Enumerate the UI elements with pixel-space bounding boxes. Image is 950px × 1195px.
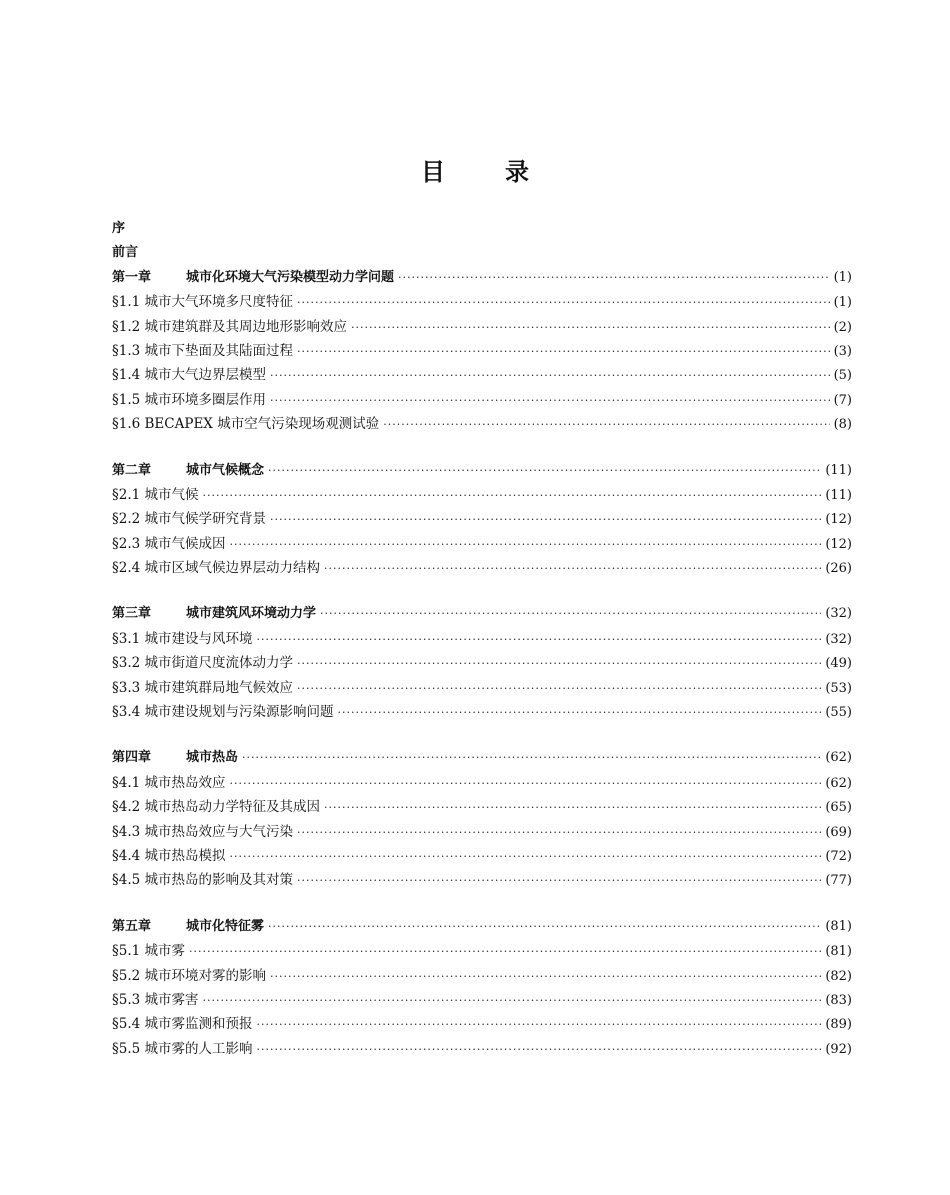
chapter-heading: [112, 746, 238, 770]
section-title: §4.1 城市热岛效应: [112, 774, 226, 791]
page-number: (2): [833, 319, 852, 335]
toc-chapter-row[interactable]: [112, 746, 852, 770]
dot-leader: [324, 796, 821, 820]
page-number: (62): [825, 750, 852, 766]
page-number: (11): [825, 462, 852, 478]
toc-section-row[interactable]: [112, 844, 852, 868]
section-title: §2.2 城市气候学研究背景: [112, 511, 267, 528]
page-number: (12): [825, 512, 852, 528]
section-title: §4.4 城市热岛模拟: [112, 847, 226, 864]
section-title: §5.2 城市环境对雾的影响: [112, 967, 267, 984]
dot-leader: [268, 459, 821, 483]
dot-leader: [257, 628, 822, 652]
toc-front-foreword[interactable]: [112, 241, 852, 265]
chapter-number: 第五章: [112, 918, 152, 934]
page-number: (53): [825, 680, 852, 696]
table-of-contents: [112, 217, 852, 1061]
toc-chapter-row[interactable]: [112, 915, 852, 939]
page-number: (12): [825, 536, 852, 552]
dot-leader: [320, 602, 821, 626]
dot-leader: [230, 772, 822, 796]
section-title: §1.5 城市环境多圈层作用: [112, 391, 267, 408]
front-label: 前言: [112, 245, 139, 261]
dot-leader: [268, 915, 821, 939]
dot-leader: [230, 845, 822, 869]
chapter-heading: [112, 602, 316, 626]
dot-leader: [189, 940, 821, 964]
section-title: §4.3 城市热岛效应与大气污染: [112, 823, 294, 840]
chapter-title: 城市气候概念: [186, 462, 265, 478]
toc-section-row[interactable]: [112, 676, 852, 700]
chapter-title: 城市热岛: [186, 750, 239, 766]
toc-section-row[interactable]: [112, 1012, 852, 1036]
page-number: (81): [825, 918, 852, 934]
page-number: (1): [833, 269, 852, 285]
chapter-spacer: [112, 437, 852, 459]
dot-leader: [297, 677, 821, 701]
toc-section-row[interactable]: [112, 939, 852, 963]
toc-front-preface[interactable]: [112, 217, 852, 241]
dot-leader: [383, 413, 829, 437]
chapter-heading: [112, 915, 264, 939]
dot-leader: [324, 557, 821, 581]
toc-section-row[interactable]: [112, 483, 852, 507]
page-number: (82): [825, 968, 852, 984]
section-title: §3.1 城市建设与风环境: [112, 630, 253, 647]
chapter-spacer: [112, 580, 852, 602]
dot-leader: [351, 316, 830, 340]
page-number: (26): [825, 561, 852, 577]
section-title: §3.4 城市建设规划与污染源影响问题: [112, 704, 334, 721]
title-char-1: 目: [421, 158, 445, 186]
page-number: (11): [825, 487, 852, 503]
chapter-number: 第二章: [112, 462, 152, 478]
toc-chapter-row[interactable]: [112, 602, 852, 626]
dot-leader: [297, 869, 821, 893]
chapter-number: 第四章: [112, 750, 152, 766]
section-title: §3.2 城市街道尺度流体动力学: [112, 655, 294, 672]
section-title: §1.4 城市大气边界层模型: [112, 367, 267, 384]
toc-section-row[interactable]: [112, 868, 852, 892]
section-title: §1.3 城市下垫面及其陆面过程: [112, 342, 294, 359]
page-number: (83): [825, 992, 852, 1008]
toc-section-row[interactable]: [112, 290, 852, 314]
toc-section-row[interactable]: [112, 532, 852, 556]
toc-section-row[interactable]: [112, 988, 852, 1012]
dot-leader: [297, 291, 830, 315]
section-title: §3.3 城市建筑群局地气候效应: [112, 679, 294, 696]
page-number: (32): [825, 606, 852, 622]
page-number: (92): [825, 1041, 852, 1057]
page-number: (32): [825, 631, 852, 647]
section-title: §5.3 城市雾害: [112, 991, 199, 1008]
chapter-number: 第三章: [112, 606, 152, 622]
dot-leader: [203, 989, 822, 1013]
chapter-heading: [112, 459, 264, 483]
toc-section-row[interactable]: [112, 412, 852, 436]
chapter-title: 城市化环境大气污染模型动力学问题: [186, 269, 395, 285]
toc-section-row[interactable]: [112, 651, 852, 675]
toc-section-row[interactable]: [112, 795, 852, 819]
page-number: (49): [825, 656, 852, 672]
toc-section-row[interactable]: [112, 315, 852, 339]
toc-section-row[interactable]: [112, 1037, 852, 1061]
chapter-heading: [112, 266, 394, 290]
page-number: (69): [825, 824, 852, 840]
dot-leader: [270, 364, 830, 388]
section-title: §4.2 城市热岛动力学特征及其成因: [112, 799, 321, 816]
page-number: (62): [825, 775, 852, 791]
toc-section-row[interactable]: [112, 627, 852, 651]
dot-leader: [270, 965, 821, 989]
toc-section-row[interactable]: [112, 700, 852, 724]
dot-leader: [242, 746, 821, 770]
page-number: (8): [833, 417, 852, 433]
page-title: [0, 152, 950, 187]
chapter-number: 第一章: [112, 269, 152, 285]
section-title: §5.1 城市雾: [112, 943, 186, 960]
dot-leader: [230, 533, 822, 557]
toc-section-row[interactable]: [112, 388, 852, 412]
toc-section-row[interactable]: [112, 339, 852, 363]
toc-section-row[interactable]: [112, 771, 852, 795]
section-title: §1.6 BECAPEX 城市空气污染现场观测试验: [112, 416, 380, 433]
page-number: (77): [825, 873, 852, 889]
dot-leader: [257, 1013, 822, 1037]
chapter-spacer: [112, 893, 852, 915]
dot-leader: [270, 508, 821, 532]
dot-leader: [297, 340, 830, 364]
dot-leader: [338, 701, 822, 725]
dot-leader: [203, 484, 822, 508]
toc-section-row[interactable]: [112, 964, 852, 988]
toc-section-row[interactable]: [112, 507, 852, 531]
chapter-spacer: [112, 724, 852, 746]
page-number: (81): [825, 944, 852, 960]
toc-section-row[interactable]: [112, 363, 852, 387]
dot-leader: [257, 1038, 822, 1062]
page-number: (3): [833, 343, 852, 359]
page-number: (55): [825, 705, 852, 721]
dot-leader: [270, 389, 830, 413]
section-title: §1.2 城市建筑群及其周边地形影响效应: [112, 318, 348, 335]
section-title: §2.3 城市气候成因: [112, 535, 226, 552]
toc-section-row[interactable]: [112, 820, 852, 844]
section-title: §4.5 城市热岛的影响及其对策: [112, 872, 294, 889]
page-number: (89): [825, 1017, 852, 1033]
section-title: §1.1 城市大气环境多尺度特征: [112, 294, 294, 311]
toc-chapter-row[interactable]: [112, 459, 852, 483]
dot-leader: [297, 652, 821, 676]
section-title: §2.1 城市气候: [112, 486, 199, 503]
dot-leader: [398, 266, 830, 290]
section-title: §5.5 城市雾的人工影响: [112, 1040, 253, 1057]
page-number: (5): [833, 368, 852, 384]
toc-section-row[interactable]: [112, 556, 852, 580]
title-char-2: 录: [505, 158, 529, 186]
chapter-title: 城市建筑风环境动力学: [186, 606, 317, 622]
dot-leader: [297, 821, 821, 845]
page-number: (7): [833, 392, 852, 408]
page-number: (65): [825, 800, 852, 816]
section-title: §2.4 城市区域气候边界层动力结构: [112, 560, 321, 577]
page-number: (1): [833, 295, 852, 311]
toc-chapter-row[interactable]: [112, 266, 852, 290]
section-title: §5.4 城市雾监测和预报: [112, 1016, 253, 1033]
page-number: (72): [825, 848, 852, 864]
front-label: 序: [112, 221, 126, 236]
chapter-title: 城市化特征雾: [186, 918, 265, 934]
